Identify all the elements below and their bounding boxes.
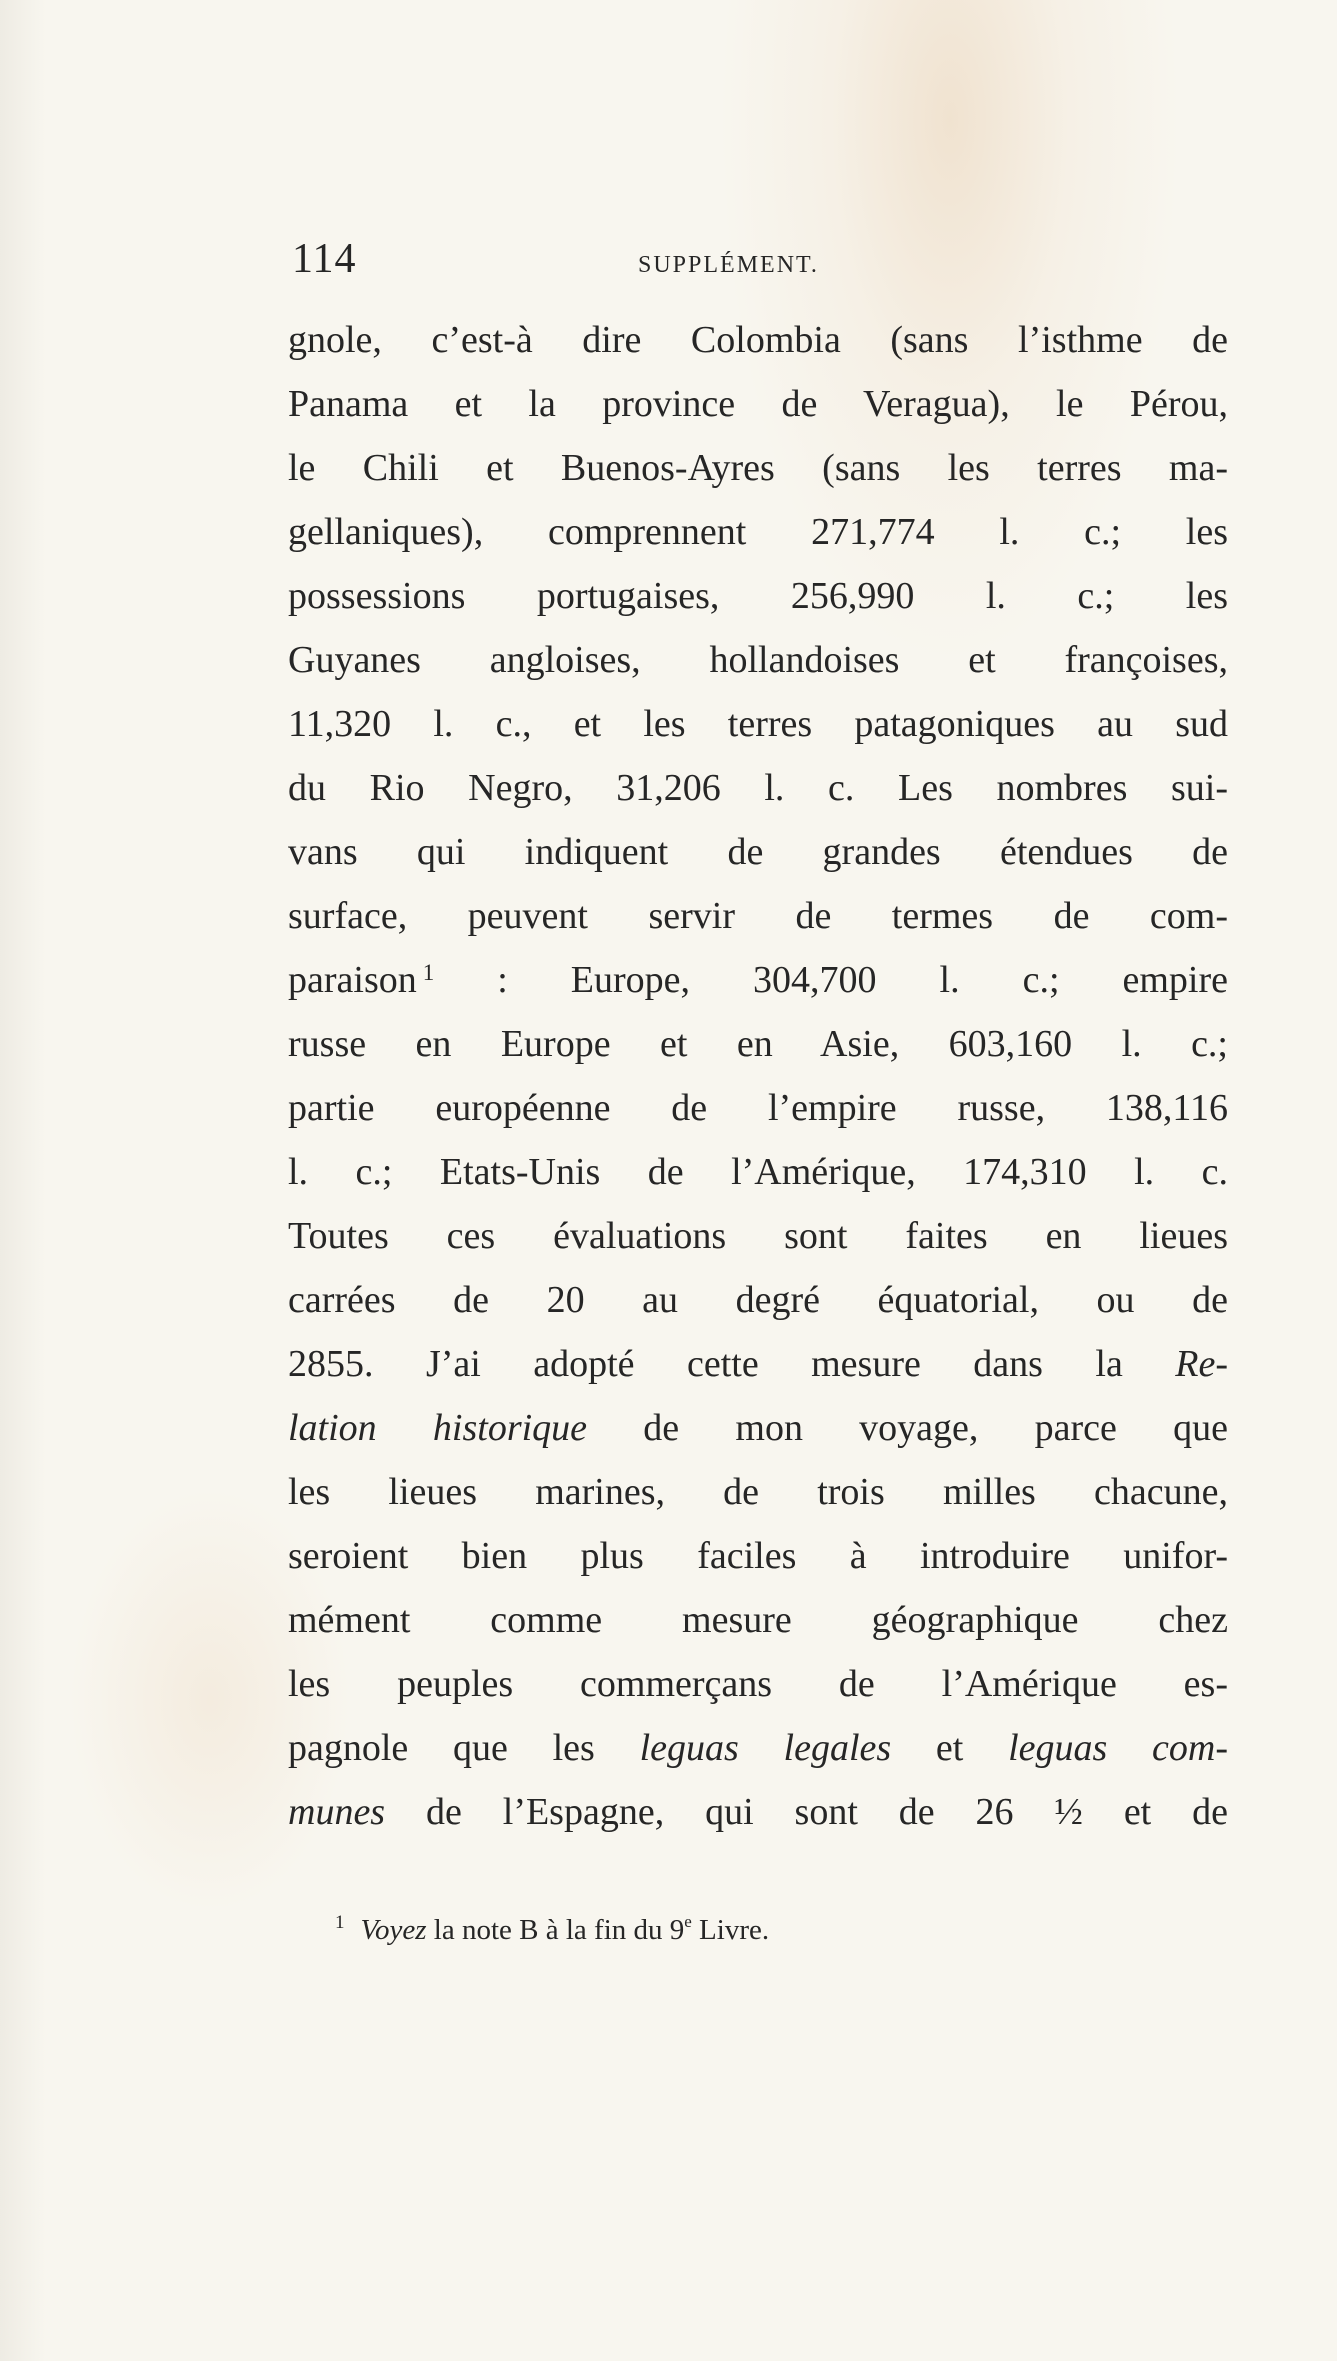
- italic-work-title-start: Re-: [1175, 1343, 1228, 1385]
- text-line-3: le Chili et Buenos-Ayres (sans les terres ma-: [288, 447, 1228, 489]
- italic-work-title-end: lation historique: [288, 1407, 588, 1449]
- text-line-5: possessions portugaises, 256,990 l. c.; les: [288, 575, 1228, 617]
- footnote-marker: 1: [335, 1912, 345, 1933]
- text-line-15: Toutes ces évaluations sont faites en lieues: [288, 1215, 1228, 1257]
- footnote-text-end: Livre.: [699, 1914, 770, 1946]
- footnote-italic-word: Voyez: [360, 1914, 427, 1946]
- text-line-8: du Rio Negro, 31,206 l. c. Les nombres sui-: [288, 767, 1228, 809]
- text-line-21: mément comme mesure géographique chez: [288, 1599, 1228, 1641]
- text-line-11: [288, 948, 1228, 1012]
- text-line-10: surface, peuvent servir de termes de com-: [288, 895, 1228, 937]
- text-line-20: seroient bien plus faciles à introduire unifor-: [288, 1535, 1228, 1577]
- page-header: [292, 238, 1232, 300]
- text-line-11-start: paraison: [288, 959, 417, 1001]
- main-text-block: [288, 308, 1228, 1844]
- running-head: SUPPLÉMENT.: [638, 252, 819, 278]
- text-line-18: [288, 1396, 1228, 1460]
- footnote: [335, 1910, 1095, 1954]
- text-line-9: vans qui indiquent de grandes étendues de: [288, 831, 1228, 873]
- page-fold-shadow: [0, 0, 46, 2361]
- text-line-19: les lieues marines, de trois milles chacune,: [288, 1471, 1228, 1513]
- text-line-23-middle: et: [935, 1727, 964, 1769]
- text-line-24-end: de l’Espagne, qui sont de 26 ½ et de: [426, 1791, 1228, 1833]
- footnote-reference: 1: [422, 960, 435, 985]
- text-line-13: partie européenne de l’empire russe, 138,116: [288, 1087, 1228, 1129]
- text-line-16: carrées de 20 au degré équatorial, ou de: [288, 1279, 1228, 1321]
- footnote-text-start: la note B à la fin du 9: [433, 1914, 685, 1946]
- text-line-14: l. c.; Etats-Unis de l’Amérique, 174,310 l. c.: [288, 1151, 1228, 1193]
- italic-term-leguas-comunes-start: leguas com-: [1008, 1727, 1228, 1769]
- text-line-4: gellaniques), comprennent 271,774 l. c.; les: [288, 511, 1228, 553]
- text-line-17: [288, 1332, 1228, 1396]
- text-line-23: [288, 1716, 1228, 1780]
- text-line-23-start: pagnole que les: [288, 1727, 595, 1769]
- italic-term-leguas-legales: leguas legales: [639, 1727, 892, 1769]
- text-line-17-start: 2855. J’ai adopté cette mesure dans la: [288, 1343, 1123, 1385]
- text-line-7: 11,320 l. c., et les terres patagoniques au sud: [288, 703, 1228, 745]
- text-line-1: gnole, c’est-à dire Colombia (sans l’isthme de: [288, 319, 1228, 361]
- text-line-18-end: de mon voyage, parce que: [643, 1407, 1228, 1449]
- text-line-2: Panama et la province de Veragua), le Pérou,: [288, 383, 1228, 425]
- text-line-11-end: : Europe, 304,700 l. c.; empire: [497, 959, 1228, 1001]
- text-line-12: russe en Europe et en Asie, 603,160 l. c.;: [288, 1023, 1228, 1065]
- italic-term-leguas-comunes-end: munes: [288, 1791, 386, 1833]
- footnote-ordinal-superscript: e: [684, 1912, 692, 1931]
- text-line-6: Guyanes angloises, hollandoises et françoises,: [288, 639, 1228, 681]
- text-line-24: [288, 1780, 1228, 1844]
- page-number: 114: [292, 236, 357, 282]
- text-line-22: les peuples commerçans de l’Amérique es-: [288, 1663, 1228, 1705]
